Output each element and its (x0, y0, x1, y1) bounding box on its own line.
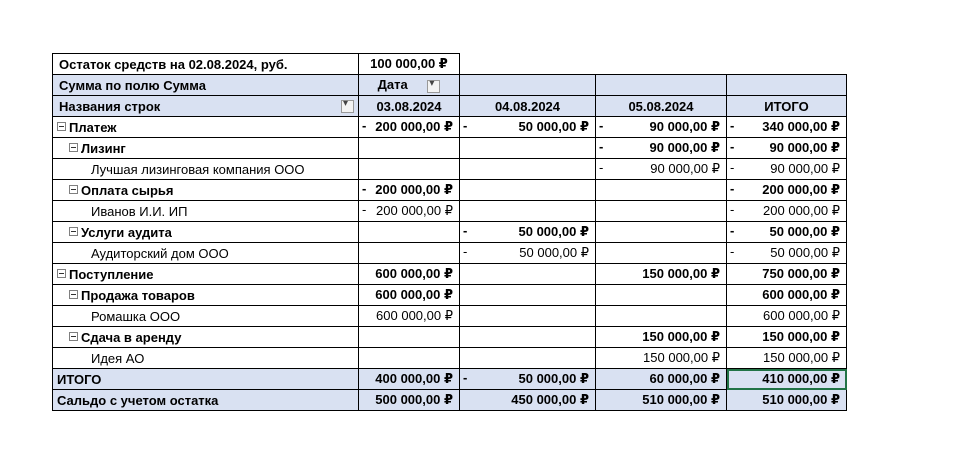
table-row (53, 243, 847, 264)
saldo-row (53, 390, 847, 411)
date-header-cell[interactable] (596, 96, 727, 117)
value-cell[interactable] (359, 285, 460, 306)
value-cell[interactable] (727, 159, 847, 180)
column-field-label: Дата (377, 77, 408, 93)
balance-label: Остаток средств на 02.08.2024, руб. (59, 56, 288, 72)
row-label: Ромашка ООО (91, 308, 181, 324)
negative-sign: - (362, 118, 367, 133)
value-cell[interactable] (359, 159, 460, 180)
date-header: 03.08.2024 (376, 98, 442, 114)
negative-sign: - (599, 139, 604, 154)
value-cell[interactable] (727, 243, 847, 264)
total-header: ИТОГО (764, 98, 809, 114)
row-label: Идея АО (91, 350, 145, 366)
cell-value: 600 000,00 ₽ (762, 287, 840, 302)
value-cell[interactable] (596, 138, 727, 159)
cell-value: 600 000,00 ₽ (763, 308, 840, 323)
negative-sign: - (463, 223, 468, 238)
cell-value: 510 000,00 ₽ (762, 392, 840, 407)
collapse-icon[interactable] (57, 269, 66, 278)
value-cell[interactable] (359, 390, 460, 411)
value-cell[interactable] (460, 222, 596, 243)
cell-value: 90 000,00 ₽ (650, 161, 720, 176)
value-cell[interactable] (727, 306, 847, 327)
row-label: Иванов И.И. ИП (91, 203, 188, 219)
cell-value: 50 000,00 ₽ (770, 245, 840, 260)
collapse-icon[interactable] (69, 227, 78, 236)
pivot-table (52, 53, 847, 411)
table-row (53, 138, 847, 159)
header-cell (596, 75, 727, 96)
table-row (53, 180, 847, 201)
table-row (53, 306, 847, 327)
value-cell[interactable] (727, 180, 847, 201)
table-row (53, 348, 847, 369)
saldo-label: Сальдо с учетом остатка (57, 392, 219, 408)
cell-value: 50 000,00 ₽ (518, 371, 589, 386)
negative-sign: - (362, 202, 367, 217)
value-cell[interactable] (727, 390, 847, 411)
value-cell[interactable] (359, 138, 460, 159)
negative-sign: - (730, 160, 735, 175)
value-cell[interactable] (460, 201, 596, 222)
cell-value: 750 000,00 ₽ (762, 266, 840, 281)
cell-value: 50 000,00 ₽ (769, 224, 840, 239)
cell-value: 150 000,00 ₽ (642, 266, 720, 281)
cell-value: 50 000,00 ₽ (519, 245, 589, 260)
value-cell[interactable] (727, 201, 847, 222)
value-cell[interactable] (359, 348, 460, 369)
cell-value: 150 000,00 ₽ (642, 329, 720, 344)
row-label-cell[interactable] (53, 180, 359, 201)
row-labels-label: Названия строк (59, 98, 161, 114)
value-cell[interactable] (596, 264, 727, 285)
value-cell[interactable] (596, 201, 727, 222)
table-row (53, 264, 847, 285)
negative-sign: - (730, 181, 735, 196)
date-header-cell[interactable] (460, 96, 596, 117)
value-cell[interactable] (359, 306, 460, 327)
values-field-label: Сумма по полю Сумма (59, 77, 206, 93)
value-cell[interactable] (460, 327, 596, 348)
filter-dropdown-icon[interactable] (427, 80, 440, 93)
header-cell (460, 75, 596, 96)
cell-value: 150 000,00 ₽ (762, 329, 840, 344)
value-cell[interactable] (359, 201, 460, 222)
total-header-cell[interactable] (727, 96, 847, 117)
cell-value: 400 000,00 ₽ (375, 371, 453, 386)
row-label-cell[interactable] (53, 327, 359, 348)
pivot-header-row-1 (53, 75, 847, 96)
cell-value: 600 000,00 ₽ (376, 308, 453, 323)
cell-value: 500 000,00 ₽ (375, 392, 453, 407)
cell-value: 200 000,00 ₽ (376, 203, 453, 218)
collapse-icon[interactable] (69, 185, 78, 194)
selected-cell[interactable] (727, 369, 847, 390)
row-label-cell[interactable] (53, 138, 359, 159)
value-cell[interactable] (359, 369, 460, 390)
row-label: Продажа товаров (81, 287, 195, 303)
row-label: Оплата сырья (81, 182, 174, 198)
value-cell[interactable] (596, 222, 727, 243)
cell-value: 600 000,00 ₽ (375, 266, 453, 281)
date-header-cell[interactable] (359, 96, 460, 117)
row-label-cell[interactable] (53, 159, 359, 180)
cell-value: 90 000,00 ₽ (770, 161, 840, 176)
table-row (53, 285, 847, 306)
row-labels-cell[interactable] (53, 96, 359, 117)
value-cell[interactable] (359, 222, 460, 243)
negative-sign: - (463, 118, 468, 133)
saldo-label-cell[interactable] (53, 390, 359, 411)
value-cell[interactable] (460, 369, 596, 390)
cell-value: 600 000,00 ₽ (375, 287, 453, 302)
value-cell[interactable] (596, 369, 727, 390)
collapse-icon[interactable] (69, 332, 78, 341)
grand-total-row (53, 369, 847, 390)
row-label: Лучшая лизинговая компания ООО (91, 161, 305, 177)
negative-sign: - (730, 202, 735, 217)
cell-value: 60 000,00 ₽ (649, 371, 720, 386)
table-row (53, 327, 847, 348)
negative-sign: - (730, 244, 735, 259)
negative-sign: - (730, 118, 735, 133)
pivot-header-row-2 (53, 96, 847, 117)
negative-sign: - (362, 181, 367, 196)
value-cell[interactable] (596, 243, 727, 264)
value-cell[interactable] (460, 348, 596, 369)
negative-sign: - (730, 139, 735, 154)
row-label: Платеж (69, 119, 117, 135)
row-label: Аудиторский дом ООО (91, 245, 229, 261)
value-cell[interactable] (727, 264, 847, 285)
collapse-icon[interactable] (69, 290, 78, 299)
value-cell[interactable] (460, 264, 596, 285)
value-cell[interactable] (359, 264, 460, 285)
value-cell[interactable] (596, 117, 727, 138)
row-label-cell[interactable] (53, 306, 359, 327)
row-label: Поступление (69, 266, 154, 282)
negative-sign: - (599, 160, 604, 175)
value-cell[interactable] (727, 138, 847, 159)
row-label: Услуги аудита (81, 224, 172, 240)
values-field-cell[interactable] (53, 75, 359, 96)
dropdown-icon[interactable] (341, 100, 354, 113)
date-header: 05.08.2024 (628, 98, 694, 114)
cell-value: 510 000,00 ₽ (642, 392, 720, 407)
value-cell[interactable] (460, 117, 596, 138)
empty-cell (727, 54, 847, 75)
row-label-cell[interactable] (53, 201, 359, 222)
row-label: Лизинг (81, 140, 126, 156)
date-header: 04.08.2024 (494, 98, 561, 114)
cell-value: 150 000,00 ₽ (763, 350, 840, 365)
value-cell[interactable] (460, 180, 596, 201)
negative-sign: - (463, 370, 468, 385)
table-row (53, 159, 847, 180)
cell-value: 90 000,00 ₽ (649, 119, 720, 134)
value-cell[interactable] (596, 180, 727, 201)
value-cell[interactable] (596, 327, 727, 348)
pivot-table-sheet (52, 53, 847, 411)
cell-value: 200 000,00 ₽ (762, 182, 840, 197)
collapse-icon[interactable] (69, 143, 78, 152)
cell-value: 200 000,00 ₽ (763, 203, 840, 218)
value-cell[interactable] (596, 285, 727, 306)
row-label-cell[interactable] (53, 243, 359, 264)
balance-value-cell[interactable] (359, 54, 460, 75)
cell-value: 340 000,00 ₽ (762, 119, 840, 134)
value-cell[interactable] (727, 327, 847, 348)
table-row (53, 222, 847, 243)
row-label-cell[interactable] (53, 117, 359, 138)
value-cell[interactable] (727, 285, 847, 306)
value-cell[interactable] (460, 243, 596, 264)
value-cell[interactable] (460, 306, 596, 327)
cell-value: 200 000,00 ₽ (375, 182, 453, 197)
row-label-cell[interactable] (53, 285, 359, 306)
balance-label-cell[interactable] (53, 54, 359, 75)
value-cell[interactable] (460, 285, 596, 306)
value-cell[interactable] (460, 159, 596, 180)
row-label-cell[interactable] (53, 222, 359, 243)
value-cell[interactable] (727, 348, 847, 369)
cell-value: 50 000,00 ₽ (518, 224, 589, 239)
empty-cell (460, 54, 596, 75)
balance-value: 100 000,00 ₽ (370, 56, 448, 71)
value-cell[interactable] (596, 390, 727, 411)
value-cell[interactable] (596, 159, 727, 180)
negative-sign: - (730, 223, 735, 238)
value-cell[interactable] (596, 306, 727, 327)
value-cell[interactable] (460, 138, 596, 159)
negative-sign: - (463, 244, 468, 259)
cell-value: 200 000,00 ₽ (375, 119, 453, 134)
cell-value: 90 000,00 ₽ (769, 140, 840, 155)
balance-row (53, 54, 847, 75)
value-cell[interactable] (596, 348, 727, 369)
negative-sign: - (599, 118, 604, 133)
value-cell[interactable] (727, 117, 847, 138)
row-label-cell[interactable] (53, 348, 359, 369)
empty-cell (596, 54, 727, 75)
grand-total-label: ИТОГО (57, 371, 102, 387)
table-row (53, 117, 847, 138)
column-field-cell[interactable] (359, 75, 460, 96)
value-cell[interactable] (460, 390, 596, 411)
value-cell[interactable] (359, 180, 460, 201)
grand-total-label-cell[interactable] (53, 369, 359, 390)
row-label-cell[interactable] (53, 264, 359, 285)
row-label: Сдача в аренду (81, 329, 182, 345)
cell-value: 150 000,00 ₽ (643, 350, 720, 365)
cell-value: 450 000,00 ₽ (511, 392, 589, 407)
value-cell[interactable] (359, 243, 460, 264)
collapse-icon[interactable] (57, 122, 66, 131)
value-cell[interactable] (359, 117, 460, 138)
header-cell (727, 75, 847, 96)
cell-value: 90 000,00 ₽ (649, 140, 720, 155)
cell-value: 50 000,00 ₽ (518, 119, 589, 134)
table-row (53, 201, 847, 222)
value-cell[interactable] (727, 222, 847, 243)
cell-value: 410 000,00 ₽ (762, 371, 840, 386)
value-cell[interactable] (359, 327, 460, 348)
